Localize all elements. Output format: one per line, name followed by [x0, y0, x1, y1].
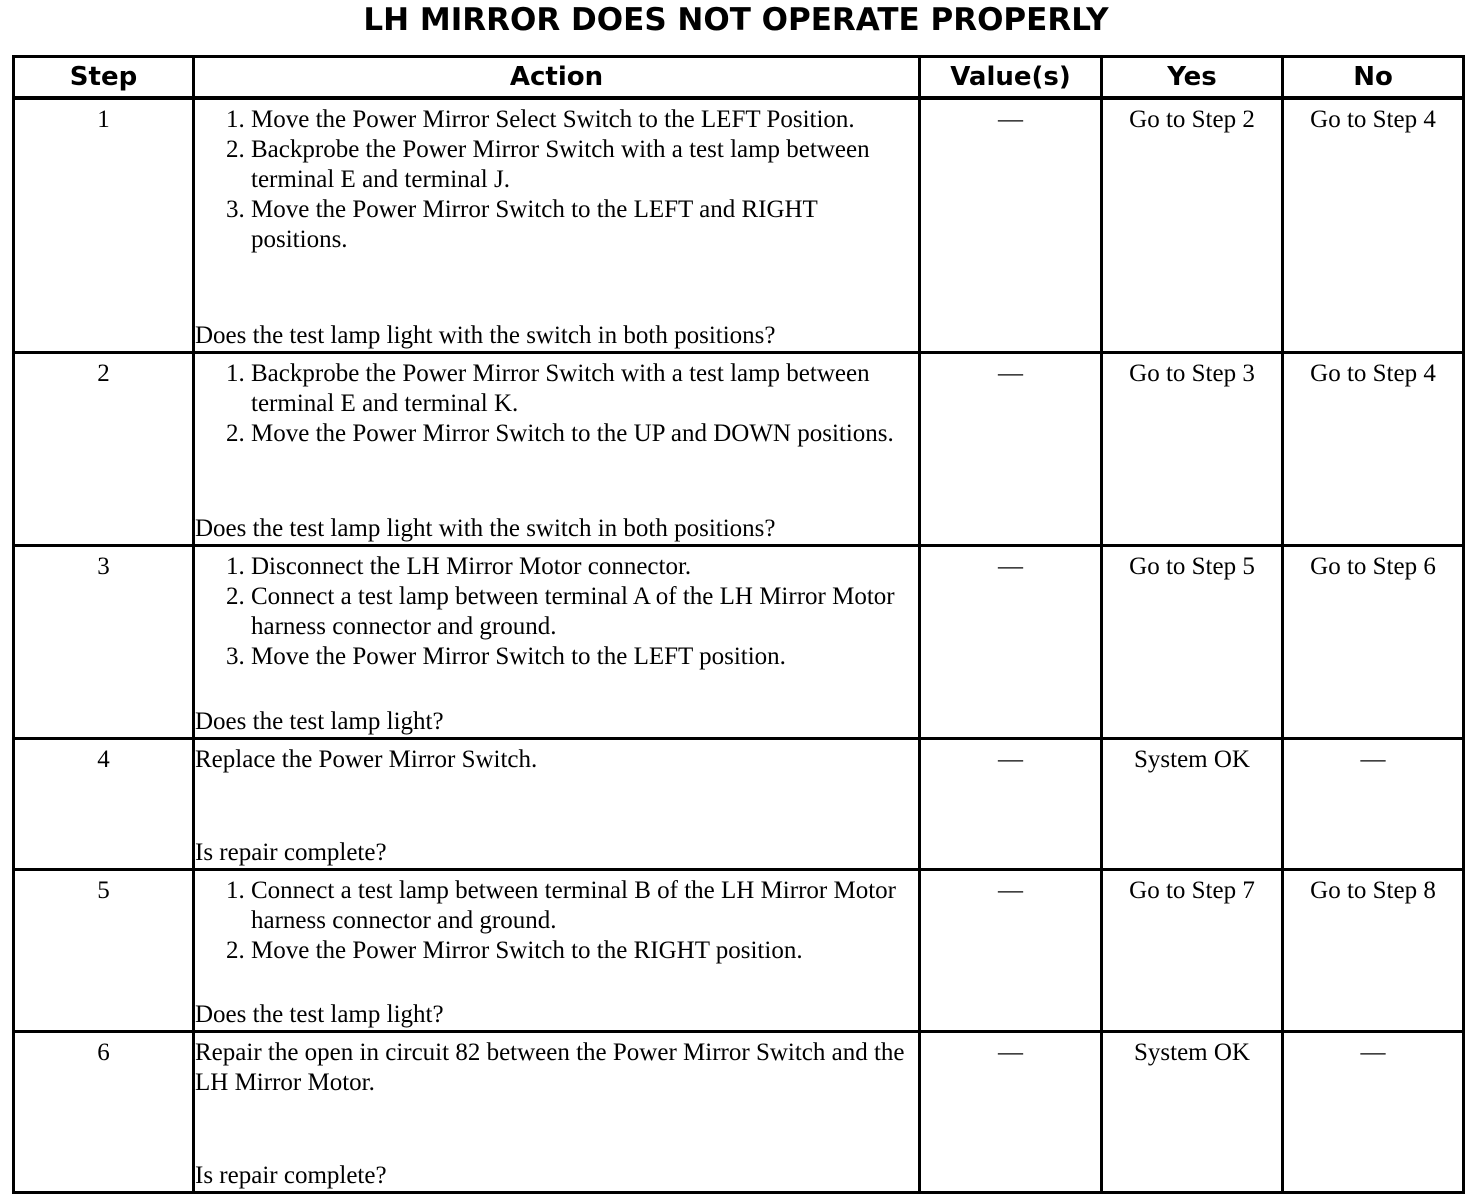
- action-step: 2. Backprobe the Power Mirror Switch with a test lamp between terminal E and terminal J.: [251, 135, 918, 195]
- action-steps-list: [195, 876, 918, 966]
- action-cell: [194, 98, 920, 352]
- action-cell: [194, 352, 920, 545]
- yes-result: Go to Step 7: [1102, 869, 1283, 1031]
- action-question: Is repair complete?: [195, 838, 387, 866]
- no-result: Go to Step 8: [1283, 869, 1464, 1031]
- table-row: [14, 869, 1464, 1031]
- col-header-yes: Yes: [1102, 57, 1283, 99]
- page-title: LH MIRROR DOES NOT OPERATE PROPERLY: [363, 2, 1109, 38]
- value-cell: —: [920, 545, 1102, 738]
- step-number: 2: [14, 352, 194, 545]
- action-steps-list: [195, 359, 918, 449]
- action-cell: [194, 545, 920, 738]
- action-step: 1. Move the Power Mirror Select Switch to the LEFT Position.: [251, 105, 918, 135]
- value-cell: —: [920, 869, 1102, 1031]
- step-number: 4: [14, 738, 194, 869]
- no-result: Go to Step 4: [1283, 98, 1464, 352]
- value-cell: —: [920, 738, 1102, 869]
- table-row: [14, 352, 1464, 545]
- no-result: —: [1283, 1031, 1464, 1192]
- step-number: 5: [14, 869, 194, 1031]
- table-row: [14, 738, 1464, 869]
- step-number: 3: [14, 545, 194, 738]
- no-result: Go to Step 4: [1283, 352, 1464, 545]
- header-row: [14, 57, 1464, 99]
- action-step: 1. Disconnect the LH Mirror Motor connector.: [251, 552, 918, 582]
- action-step: 3. Move the Power Mirror Switch to the LEFT position.: [251, 642, 918, 672]
- yes-result: System OK: [1102, 738, 1283, 869]
- col-header-no: No: [1283, 57, 1464, 99]
- action-content: [195, 105, 918, 351]
- yes-result: System OK: [1102, 1031, 1283, 1192]
- action-step: 2. Move the Power Mirror Switch to the UP and DOWN positions.: [251, 419, 918, 449]
- action-step: 2. Move the Power Mirror Switch to the RIGHT position.: [251, 936, 918, 966]
- no-result: —: [1283, 738, 1464, 869]
- value-cell: —: [920, 1031, 1102, 1192]
- col-header-action: Action: [194, 57, 920, 99]
- action-text: Replace the Power Mirror Switch.: [195, 745, 538, 773]
- action-content: [195, 359, 918, 544]
- action-question: Does the test lamp light with the switch in both positions?: [195, 514, 776, 542]
- step-number: 1: [14, 98, 194, 352]
- action-cell: [194, 1031, 920, 1192]
- yes-result: Go to Step 2: [1102, 98, 1283, 352]
- col-header-step: Step: [14, 57, 194, 99]
- value-cell: —: [920, 352, 1102, 545]
- action-step: 3. Move the Power Mirror Switch to the LEFT and RIGHT positions.: [251, 195, 918, 255]
- yes-result: Go to Step 3: [1102, 352, 1283, 545]
- action-content: [195, 1038, 918, 1191]
- action-steps-list: [195, 105, 918, 255]
- action-cell: [194, 869, 920, 1031]
- value-cell: —: [920, 98, 1102, 352]
- action-step: 2. Connect a test lamp between terminal A of the LH Mirror Motor harness connector and ground.: [251, 582, 918, 642]
- action-step: 1. Connect a test lamp between terminal B of the LH Mirror Motor harness connector and ground.: [251, 876, 918, 936]
- action-cell: [194, 738, 920, 869]
- action-question: Does the test lamp light?: [195, 707, 444, 735]
- action-text: Repair the open in circuit 82 between the Power Mirror Switch and the LH Mirror Motor.: [195, 1038, 905, 1096]
- action-content: [195, 552, 918, 737]
- no-result: Go to Step 6: [1283, 545, 1464, 738]
- table-row: [14, 98, 1464, 352]
- action-content: [195, 876, 918, 1030]
- action-question: Does the test lamp light?: [195, 1000, 444, 1028]
- yes-result: Go to Step 5: [1102, 545, 1283, 738]
- col-header-values: Value(s): [920, 57, 1102, 99]
- step-number: 6: [14, 1031, 194, 1192]
- action-question: Is repair complete?: [195, 1161, 387, 1189]
- diagnostic-table: [12, 55, 1465, 1194]
- table-row: [14, 545, 1464, 738]
- action-step: 1. Backprobe the Power Mirror Switch with a test lamp between terminal E and terminal K.: [251, 359, 918, 419]
- action-question: Does the test lamp light with the switch in both positions?: [195, 321, 776, 349]
- action-steps-list: [195, 552, 918, 672]
- table-row: [14, 1031, 1464, 1192]
- action-content: [195, 745, 918, 868]
